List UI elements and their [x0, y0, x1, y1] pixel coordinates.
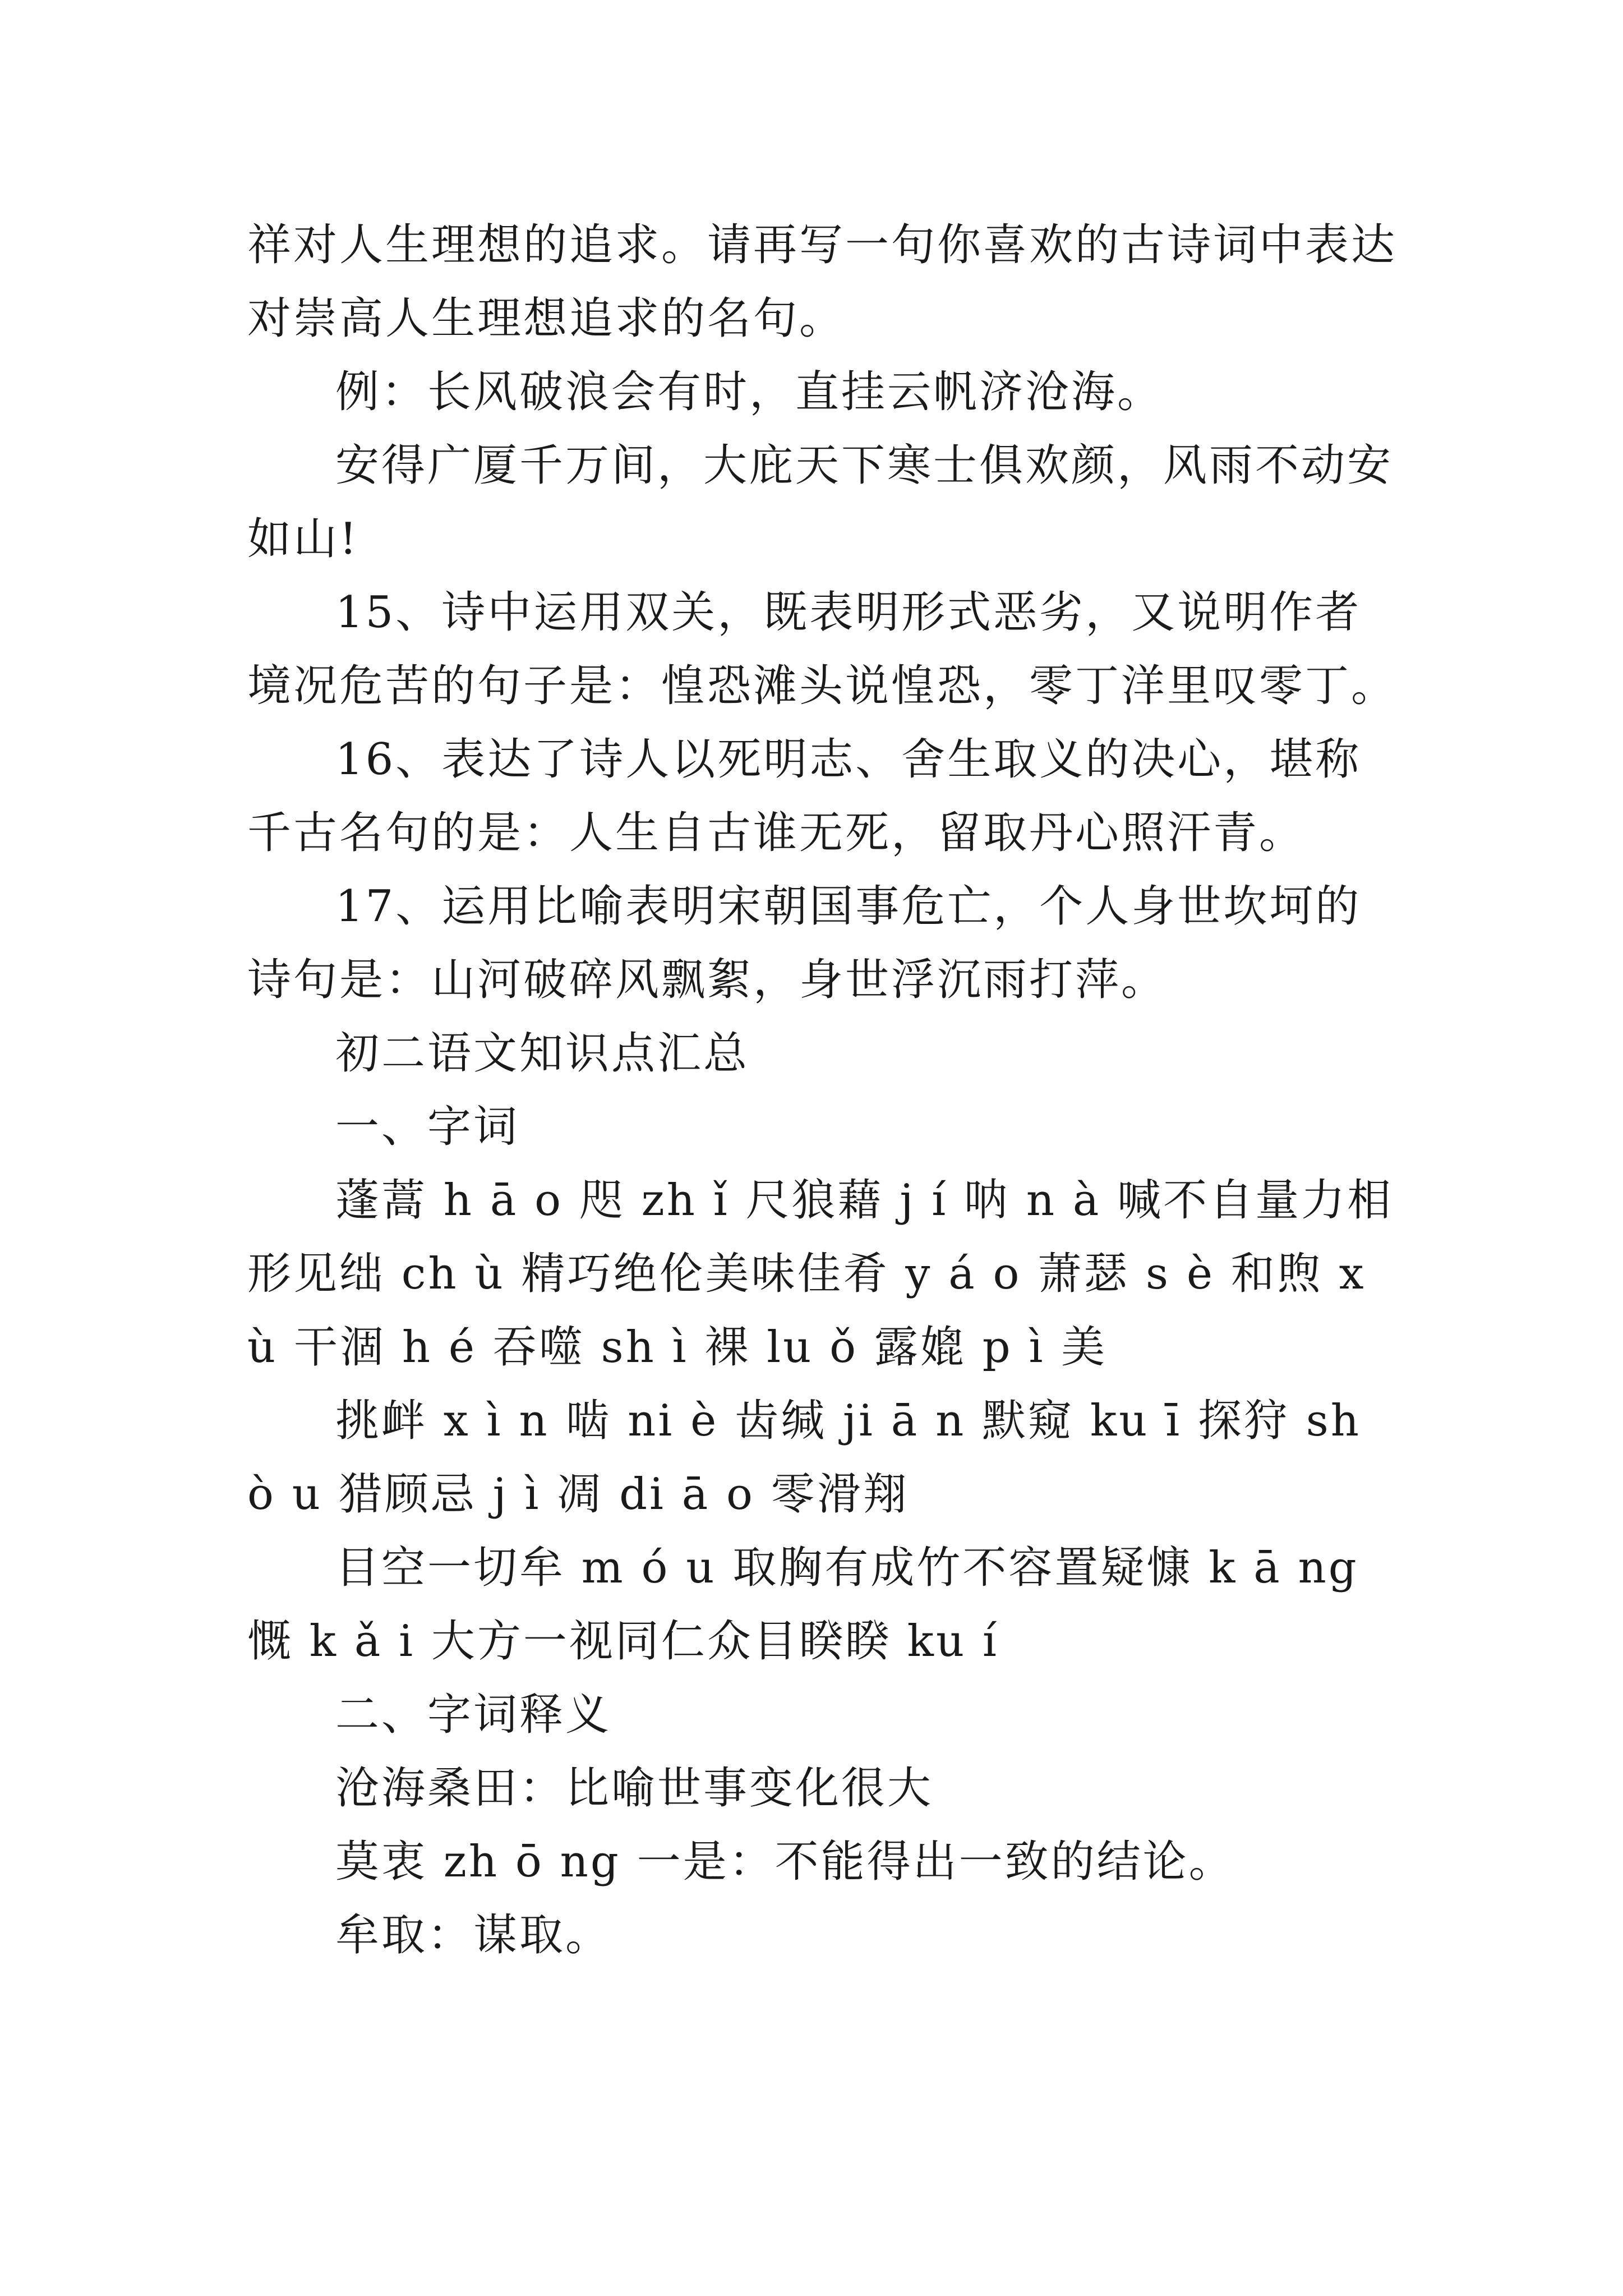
paragraph: 莫衷 zh ō ng 一是：不能得出一致的结论。 — [335, 1837, 1235, 1887]
paragraph: 17、运用比喻表明宋朝国事危亡，个人身世坎坷的诗句是：山河破碎风飘絮，身世浮沉雨打萍。 — [247, 881, 1362, 1005]
paragraph: 目空一切牟 m ó u 取胸有成竹不容置疑慷 k ā ng 慨 k ǎ i 大方一视同仁众目睽睽 ku í — [247, 1543, 1359, 1667]
section-heading: 二、字词释义 — [335, 1690, 612, 1740]
section-heading: 初二语文知识点汇总 — [335, 1028, 750, 1079]
paragraph: 16、表达了诗人以死明志、舍生取义的决心，堪称千古名句的是：人生自古谁无死，留取丹心照汗青。 — [247, 734, 1362, 858]
section-heading: 一、字词 — [335, 1102, 520, 1152]
paragraph: 安得广厦千万间，大庇天下寒士俱欢颜，风雨不动安如山! — [247, 440, 1394, 564]
paragraph: 15、诗中运用双关，既表明形式恶劣，又说明作者境况危苦的句子是：惶恐滩头说惶恐，零丁洋里叹零丁。 — [247, 587, 1398, 711]
document-body — [247, 209, 1403, 1972]
paragraph: 挑衅 x ì n 啮 ni è 齿缄 ji ā n 默窥 ku ī 探狩 sh ò u 猎顾忌 j ì 凋 di ā o 零滑翔 — [247, 1396, 1362, 1520]
paragraph: 牟取：谋取。 — [335, 1910, 612, 1961]
paragraph: 沧海桑田：比喻世事变化很大 — [335, 1763, 934, 1814]
paragraph: 例：长风破浪会有时，直挂云帆济沧海。 — [335, 367, 1164, 417]
paragraph: 祥对人生理想的追求。请再写一句你喜欢的古诗词中表达对崇高人生理想追求的名句。 — [247, 220, 1398, 344]
paragraph: 蓬蒿 h ā o 咫 zh ǐ 尺狼藉 j í 呐 n à 喊不自量力相形见绌 ch ù 精巧绝伦美味佳肴 y á o 萧瑟 s è 和煦 x ù 干涸 h é 吞噬 sh ì 裸 lu ǒ 露媲 p ì 美 — [247, 1175, 1394, 1373]
